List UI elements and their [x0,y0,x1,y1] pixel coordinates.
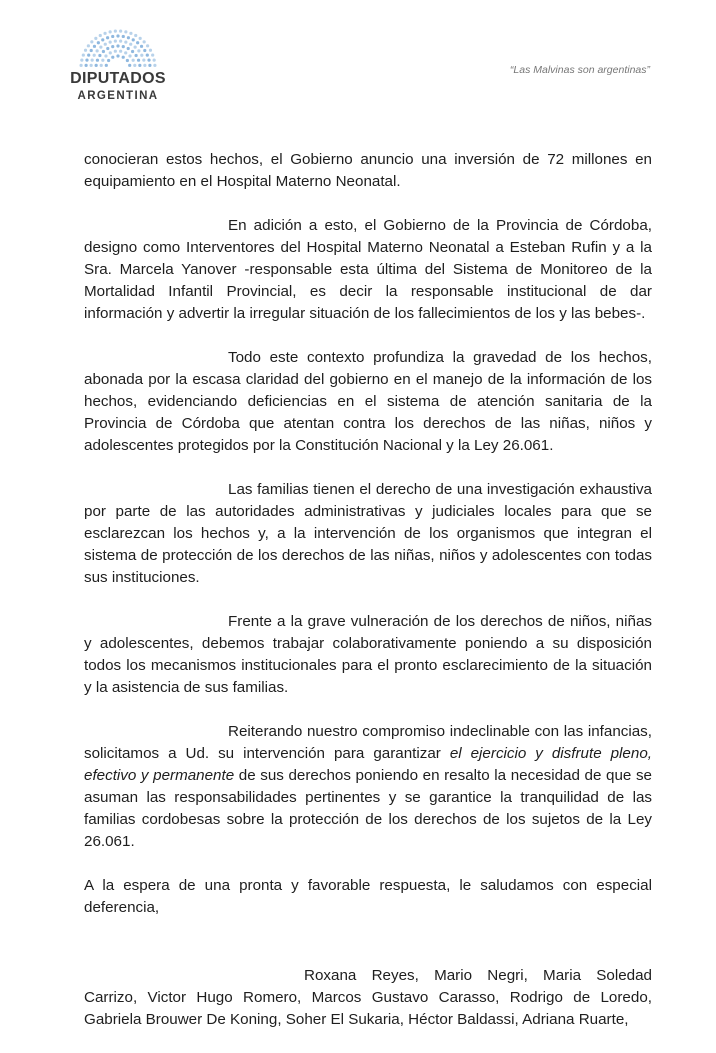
seat-dot [90,64,93,67]
seat-dot [138,64,141,67]
seat-dot [103,32,106,35]
seat-dot [111,35,114,38]
seat-dot [124,30,127,33]
seat-dot [146,54,149,57]
seat-dot [87,54,90,57]
paragraph-3: Todo este contexto profundiza la gravedad de los hechos, abonada por la escasa claridad del gobierno en el manejo de la información de los hechos, evidenciando deficiencias en el sistema de atención sanitaria de la Provincia de Córdoba que atentan contra los derechos de las niñas, niños y adolescentes protegidos por la Constitución Nacional y la Ley 26.061. [84,349,652,454]
seat-dot [106,47,109,50]
signers-list: Roxana Reyes, Mario Negri, Maria Soledad Carrizo, Victor Hugo Romero, Marcos Gustavo Carasso, Rodrigo de Loredo, Gabriela Brouwer De Koning, Soher El Sukaria, Héctor Baldassi, Adriana Ruarte, [84,967,652,1028]
seat-dot [137,59,140,62]
seat-dot [84,49,87,52]
seat-dot [137,49,140,52]
seat-dot [99,46,102,49]
seat-dot [95,64,98,67]
seat-dot [122,45,125,48]
seat-dot [99,34,102,37]
seat-dot [104,43,107,46]
paragraph-4: Las familias tienen el derecho de una investigación exhaustiva por parte de las autoridades administrativas y judiciales locales para que se esclarezcan los hechos y, a la intervención de los organismos que integran el sistema de protección de los derechos de las niñas, niños y adolescentes con todas sus instituciones. [84,481,652,586]
seat-dot [134,46,137,49]
seat-dot [105,64,108,67]
seat-dot [136,41,139,44]
diputados-logo [62,18,174,108]
seat-dot [149,49,152,52]
seat-dot [143,64,146,67]
seat-dot [122,35,125,38]
seat-dot [85,59,88,62]
seat-dot [114,50,117,53]
paragraph-2: En adición a esto, el Gobierno de la Provincia de Córdoba, designo como Interventores del Hospital Materno Neonatal a Esteban Rufin y a la Sra. Marcela Yanover -responsable esta última del Sistema de Monitoreo de la Mortalidad Infantil Provincial, es decir la responsable institucional de dar información y advertir la irregular situación de los fallecimientos de los y las bebes-. [84,217,652,322]
letter-body [84,149,652,1053]
seat-dot [101,59,104,62]
paragraph-5: Frente a la grave vulneración de los derechos de niños, niñas y adolescentes, debemos trabajar colaborativamente poniendo a su disposición todos los mecanismos institucionales para el pronto esclarecimiento de la situación y la asistencia de sus familias. [84,613,652,696]
closing-paragraph: A la espera de una pronta y favorable respuesta, le saludamos con especial deferencia, [84,877,652,916]
seat-dot [128,54,131,57]
logo-title: DIPUTADOS [70,70,166,87]
seat-dot [127,36,130,39]
seat-dot [104,54,107,57]
seat-dot [109,30,112,33]
seat-dot [94,37,97,40]
seat-dot [109,41,112,44]
seat-dot [87,44,90,47]
seat-dot [96,49,99,52]
letterhead [0,0,716,120]
seat-dot [146,44,149,47]
seat-dot [142,59,145,62]
seat-dot [127,47,130,50]
paragraph-1: conocieran estos hechos, el Gobierno anuncio una inversión de 72 millones en equipamiento en el Hospital Materno Neonatal. [84,151,652,190]
seat-dot [97,41,100,44]
seat-dot [133,64,136,67]
seat-dot [93,45,96,48]
seat-dot [143,40,146,43]
seat-dot [116,44,119,47]
seat-dot [143,49,146,52]
seat-dot [139,37,142,40]
seat-dot [90,40,93,43]
seat-dot [85,64,88,67]
seat-dot [106,36,109,39]
logo-subtitle: ARGENTINA [77,90,159,102]
seat-dot [126,59,129,62]
seat-dot [132,38,135,41]
seat-dot [153,59,156,62]
seat-dot [80,59,83,62]
seat-dot [102,50,105,53]
seat-dot [140,54,143,57]
paragraph-6-start: Reiterando nuestro compromiso indeclinable con las infancias, solicitamos a Ud. su intervención para garantizar [84,723,652,762]
seat-dot [79,64,82,67]
seat-dot [153,64,156,67]
seat-dot [116,54,119,57]
seat-dot [119,50,122,53]
seat-dot [129,32,132,35]
seat-dot [148,64,151,67]
seat-dot [119,29,122,32]
seat-dot [114,29,117,32]
seat-dot [135,54,138,57]
chamber-seats-icon [76,24,160,68]
seat-dot [140,45,143,48]
seat-dot [147,59,150,62]
seat-dot [119,40,122,43]
seat-dot [101,38,104,41]
seat-dot [124,41,127,44]
seat-dot [134,34,137,37]
seat-dot [96,59,99,62]
seat-dot [93,54,96,57]
seat-dot [111,45,114,48]
seat-dot [122,56,125,59]
paragraph-6-end: de sus derechos poniendo en resalto la necesidad de que se asuman las responsabilidades pertinentes y se garantice la tranquilidad de las familias cordobesas sobre la protección de los derechos de los sujetos de la Ley 26.061. [84,767,652,850]
seat-dot [82,53,85,56]
seat-dot [107,59,110,62]
seat-dot [100,64,103,67]
seat-dot [98,54,101,57]
seat-dot [90,49,93,52]
seat-dot [91,59,94,62]
seat-dot [111,56,114,59]
seat-dot [124,51,127,54]
motto: “Las Malvinas son argentinas” [509,64,650,76]
seat-dot [151,53,154,56]
paragraph-6-emphasis: el ejercicio y disfrute pleno, efectivo y permanente [84,745,652,784]
paragraph-6 [84,721,652,853]
seat-dot [129,43,132,46]
seat-dot [132,59,135,62]
seat-dot [114,40,117,43]
seat-dot [116,34,119,37]
seat-dot [131,50,134,53]
seat-dot [109,51,112,54]
seat-dot [128,64,131,67]
